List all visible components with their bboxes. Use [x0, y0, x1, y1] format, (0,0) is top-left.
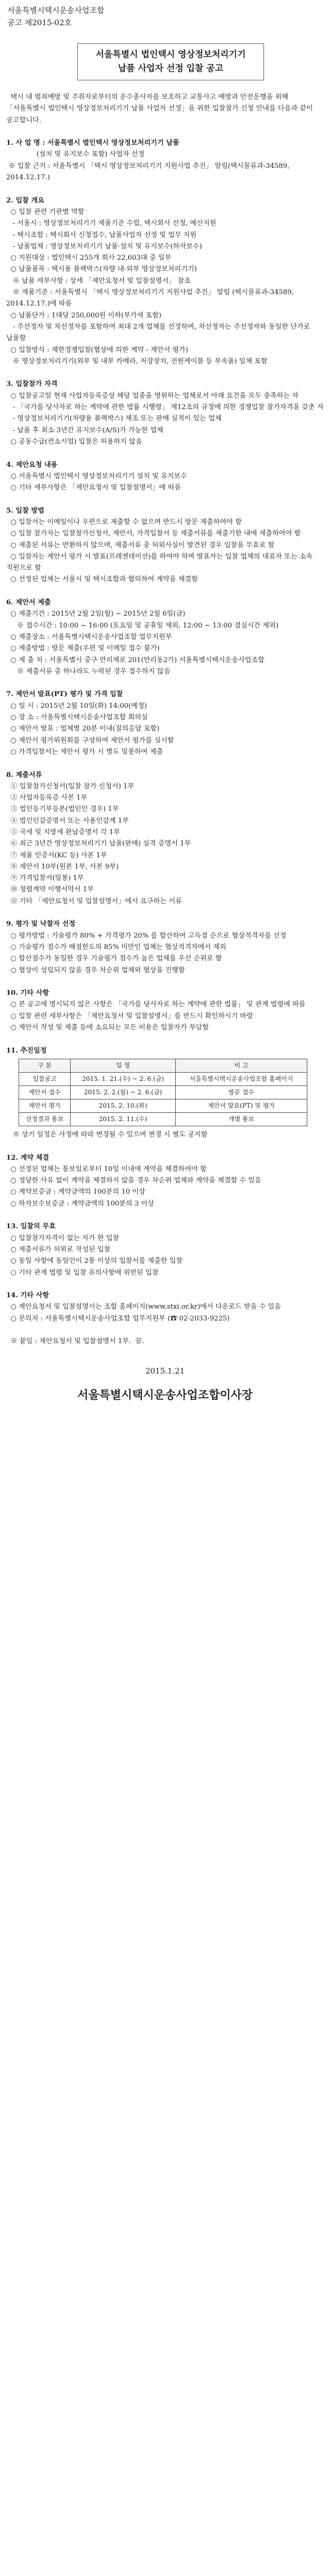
notice-paragraph: ○ 제안서 작성 및 제출 등에 소요되는 모든 비용은 입찰자가 부담함: [6, 1024, 209, 1032]
notice-paragraph: [6, 494, 324, 505]
schedule-row: [19, 1072, 307, 1086]
notice-paragraph: ○ 제안요청서 및 입찰설명서는 조합 홈페이지(www.stxi.or.kr)에서 다운로드 받을 수 있음: [6, 1303, 282, 1311]
notice-paragraph: [6, 183, 324, 195]
schedule-row: [19, 1099, 307, 1112]
schedule-cell: 제안서 발표(PT) 및 평가: [175, 1099, 307, 1112]
section-heading: 10. 기타 사항: [6, 989, 50, 997]
notice-paragraph: ○ 일 시 : 2015년 2월 10일(화) 14:00(예정): [6, 702, 147, 710]
notice-paragraph: - 택시조합 : 택시회사 신청접수, 납품사업자 선정 및 업무 지원: [6, 231, 197, 239]
title-line-1: 서울특별시 법인택시 영상정보처리기기: [95, 49, 246, 60]
notice-paragraph: [6, 907, 324, 919]
notice-paragraph: ○ 제출된 서류는 반환하지 않으며, 제출서류 중 허위사실이 발견된 경우 입찰을 무효로 함: [6, 541, 275, 549]
notice-paragraph: ※ 영상정보처리기기(외부 및 내부 카메라, 저장장치, 전원케이블 등 부속품) 일체 포함: [6, 357, 268, 365]
notice-paragraph: ※ 접수시간 : 10:00 ~ 16:00 (토요일 및 공휴일 제외, 12:00 ~ 13:00 점심시간 제외): [6, 621, 278, 630]
schedule-header: 일 정: [71, 1059, 176, 1072]
notice-paragraph: ○ 협상이 성립되지 않을 경우 차순위 업체와 협상을 진행함: [6, 966, 185, 974]
schedule-cell: 2015. 1. 21.(수) ~ 2. 6.(금): [71, 1072, 176, 1086]
notice-paragraph: [6, 976, 324, 988]
notice-paragraph: ○ 지원대상 : 법인택시 255개 회사 22,603대 중 일부: [6, 254, 172, 262]
notice-paragraph: ○ 문의처 : 서울특별시택시운송사업조합 업무지원부 (☎ 02-2033-9225): [6, 1314, 230, 1323]
notice-paragraph: ⑨ 가격입찰서(밀봉) 1부: [6, 874, 84, 883]
notice-paragraph: [6, 758, 324, 769]
section-heading: 12. 계약 체결: [6, 1154, 50, 1162]
notice-paragraph: ○ 계약보증금 : 계약금액의 100분의 10 이상: [6, 1188, 145, 1196]
schedule-header-row: [19, 1059, 307, 1072]
schedule-row: [19, 1112, 307, 1126]
section-heading: 5. 입찰 방법: [6, 506, 44, 515]
schedule-cell: 서울특별시택시운송사업조합 홈페이지: [175, 1072, 307, 1086]
notice-paragraph: ○ 선정된 업체는 서울시 및 택시조합과 협의하여 계약을 체결함: [6, 575, 198, 584]
schedule-header: 구 분: [19, 1059, 71, 1072]
schedule-cell: 제안서 평가: [19, 1099, 71, 1112]
notice-paragraph: ○ 제출장소 : 서울특별시택시운송사업조합 업무지원부: [6, 633, 172, 641]
notice-paragraph: ○ 제출서류가 허위로 작성된 입찰: [6, 1245, 111, 1253]
section-heading: 13. 입찰의 무효: [6, 1223, 56, 1231]
section-heading: 1. 사 업 명 : 서울특별시 법인택시 영상정보처리기기 납품: [6, 139, 179, 147]
notice-paragraph: [6, 586, 324, 597]
notice-paragraph: ○ 입찰서는 이메일이나 우편으로 제출할 수 없으며 반드시 방문 제출하여야 함: [6, 518, 242, 526]
notice-paragraph: - 「국가를 당사자로 하는 계약에 관한 법률 시행령」 제12조의 규정에 의한 경쟁입찰 참가자격을 갖춘 자: [6, 403, 324, 412]
notice-paragraph: ※ 제출서류 중 하나라도 누락된 경우 접수하지 않음: [6, 667, 171, 675]
section-heading: 9. 평가 및 낙찰자 선정: [6, 920, 76, 928]
notice-paragraph: [6, 1210, 324, 1221]
issuer-signature: 서울특별시택시운송사업조합이사장: [77, 1388, 253, 1402]
notice-paragraph: ○ 납품단가 : 1대당 250,000원 이하(부가세 포함): [6, 311, 162, 319]
notice-paragraph: [6, 1033, 324, 1045]
notice-paragraph: [6, 448, 324, 459]
notice-paragraph: [6, 1141, 324, 1152]
notice-paragraph: ○ 선정된 업체는 통보일로부터 10일 이내에 계약을 체결하여야 함: [6, 1165, 207, 1173]
notice-paragraph: ※ 제품기준 : 서울특별시 「택시 영상정보처리기기 지원사업 추진」 알림 (택시물류과-34589, 2014.12.17.)에 따름: [6, 289, 296, 308]
notice-paragraph: [6, 1279, 324, 1290]
notice-paragraph: ○ 기타 관계 법령 및 입찰 유의사항에 위반된 입찰: [6, 1268, 159, 1277]
schedule-cell: 개별 통보: [175, 1112, 307, 1126]
notice-paragraph: 택시 내 범죄예방 및 주취자로부터의 운수종사자를 보호하고 교통사고 예방과 안전운행을 위해 「서울특별시 법인택시 영상정보처리기기 납품 사업자 선정」을 위한 입찰참가 신청 안내를 다음과 같이 공고합니다.: [6, 93, 315, 124]
schedule-row: [19, 1086, 307, 1099]
notice-paragraph: ○ 평가방법 : 기술평가 80% + 가격평가 20% 를 합산하여 고득점 순으로 협상적격자를 선정: [6, 931, 287, 940]
notice-paragraph: ※ 붙임 : 제안요청서 및 입찰설명서 1부. 끝.: [6, 1337, 144, 1346]
notice-paragraph: ⑧ 제안서 10부(원본 1부, 사본 9부): [6, 862, 119, 871]
notice-paragraph: ○ 입찰방식 : 제한경쟁입찰(협상에 의한 계약 - 제안서 평가): [6, 346, 188, 354]
notice-paragraph: ○ 서울특별시 법인택시 영상정보처리기기 설치 및 유지보수: [6, 472, 187, 480]
notice-paragraph: ○ 기타 세부사항은 「제안요청서 및 입찰설명서」에 따름: [6, 484, 181, 492]
notice-paragraph: ※ 납품 세부사항 : 상세 「제안요청서 및 입찰설명서」 참조: [6, 277, 191, 285]
notice-paragraph: [6, 1325, 324, 1336]
notice-paragraph: ○ 정당한 사유 없이 계약을 체결하지 않을 경우 차순위 업체와 계약을 체결할 수 있음: [6, 1177, 261, 1185]
notice-paragraph: [6, 677, 324, 689]
notice-paragraph: ○ 제안서 평가위원회를 구성하여 제안서 평가를 실시함: [6, 736, 174, 744]
notice-paragraph: ○ 본 공고에 명시되지 않은 사항은 「국가를 당사자로 하는 계약에 관한 법률」 및 관계 법령에 따름: [6, 1001, 306, 1009]
notice-paragraph: - 납품 후 최소 3년간 유지보수(A/S)가 가능한 업체: [6, 426, 163, 434]
notice-paragraph: ○ 제 출 처 : 서울특별시 중구 만리재로 201(만리동2가) 서울특별시택시운송사업조합: [6, 656, 265, 664]
notice-paragraph: [6, 367, 324, 379]
notice-paragraph: ○ 기술평가 점수가 배점한도의 85% 미만인 업체는 협상적격자에서 제외: [6, 943, 226, 951]
notice-paragraph: ⑤ 국세 및 지방세 완납증명서 각 1부: [6, 828, 120, 836]
notice-body: [6, 92, 324, 1401]
notice-paragraph: ⑥ 최근 3년간 영상정보처리기기 납품(판매) 실적 증명서 1부: [6, 840, 191, 848]
notice-date: 2015.1.21: [145, 1366, 185, 1376]
notice-paragraph: ○ 하자보수보증금 : 계약금액의 100분의 3 이상: [6, 1199, 154, 1208]
notice-paragraph: - 영상정보처리기기(차량용 블랙박스) 제조 또는 판매 실적이 있는 업체: [6, 415, 222, 423]
notice-header: [7, 4, 104, 29]
schedule-cell: 방문 접수: [175, 1086, 307, 1099]
section-heading: 2. 입찰 개요: [6, 196, 44, 205]
section-heading: 4. 제안요청 내용: [6, 461, 58, 469]
notice-paragraph: ⑦ 제품 인증서(KC 등) 사본 1부: [6, 851, 107, 859]
notice-paragraph: ○ 제출방법 : 방문 제출(우편 및 이메일 접수 불가): [6, 645, 160, 653]
title-line-2: 납품 사업자 선정 입찰 공고: [118, 63, 224, 74]
notice-paragraph: ○ 장 소 : 서울특별시택시운송사업조합 회의실: [6, 714, 148, 722]
section-heading: 7. 제안서 발표(PT) 평가 및 가격 입찰: [6, 690, 123, 699]
notice-paragraph: ⑩ 청렴계약 이행서약서 1부: [6, 886, 94, 894]
section-heading: 3. 입찰참가 자격: [6, 380, 58, 388]
notice-paragraph: ④ 법인인감증명서 또는 사용인감계 1부: [6, 817, 129, 825]
notice-paragraph: ○ 동일 사항에 동일인이 2통 이상의 입찰서를 제출한 입찰: [6, 1257, 183, 1265]
schedule-cell: 선정결과 통보: [19, 1112, 71, 1126]
section-heading: 14. 기타 사항: [6, 1292, 50, 1300]
notice-paragraph: ○ 입찰 관련 세부사항은 「제안요청서 및 입찰설명서」를 반드시 확인하시기 바람: [6, 1012, 253, 1020]
notice-paragraph: ○ 입찰자는 제안서 평가 시 발표(프레젠테이션)를 하여야 하며 발표자는 입찰 업체의 대표자 또는 소속 직원으로 함: [6, 552, 315, 572]
schedule-cell: 2015. 2. 10.(화): [71, 1099, 176, 1112]
notice-paragraph: ※ 상기 일정은 사정에 따라 변경될 수 있으며 변경 시 별도 공지함: [6, 1130, 208, 1139]
notice-paragraph: ○ 가격입찰서는 제안서 평가 시 별도 밀봉하여 제출: [6, 748, 163, 756]
schedule-cell: 입찰공고: [19, 1072, 71, 1086]
section-heading: 11. 추진일정: [6, 1046, 47, 1055]
notice-paragraph: ⑪ 기타 「제안요청서 및 입찰설명서」에서 요구하는 서류: [6, 897, 182, 905]
notice-paragraph: ○ 입찰 관련 기관별 역할: [6, 208, 85, 216]
notice-paragraph: ○ 제안서 발표 : 업체별 20분 이내(질의응답 포함): [6, 725, 160, 733]
notice-paragraph: ○ 제출기간 : 2015년 2월 2일(월) ~ 2015년 2월 6일(금): [6, 610, 186, 618]
notice-paragraph: (설치 및 유지보수 포함) 사업자 선정: [6, 150, 145, 159]
notice-paragraph: ※ 입찰 근거 : 서울특별시 「택시 영상정보처리기기 지원사업 추진」 알림(택시물류과-34589, 2014.12.17.): [6, 162, 292, 182]
notice-paragraph: ○ 입찰 참가자는 입찰참가신청서, 제안서, 가격입찰서 등 제출서류를 제출기한 내에 제출하여야 함: [6, 530, 301, 538]
schedule-header: 비 고: [175, 1059, 307, 1072]
notice-sections: [6, 92, 324, 1057]
notice-sections-continued: [6, 1129, 324, 1348]
notice-paragraph: - 주선정자 및 차선정자를 포함하여 최대 2개 업체를 선정하며, 차선정자는 주선정자와 동일한 단가로 납품함: [6, 323, 312, 343]
notice-paragraph: ③ 법인등기부등본(법인인 경우) 1부: [6, 805, 119, 814]
notice-paragraph: - 납품업체 : 영상정보처리기기 납품·설치 및 유지보수(하자보수): [6, 242, 202, 250]
schedule-cell: 2015. 2. 2.(월) ~ 2. 6.(금): [71, 1086, 176, 1099]
notice-title: [77, 43, 264, 80]
schedule-table: [19, 1059, 307, 1126]
section-heading: 6. 제안서 제출: [6, 599, 51, 607]
schedule-cell: 제안서 접수: [19, 1086, 71, 1099]
notice-paragraph: - 서울시 : 영상정보처리기기 제품기준 수립, 택시회사 선정, 예산지원: [6, 219, 217, 228]
notice-paragraph: ○ 납품품목 : 택시용 블랙박스(차량 내·외부 영상정보처리기기): [6, 265, 197, 274]
notice-paragraph: ○ 입찰공고일 현재 사업자등록증상 해당 업종을 영위하는 업체로서 아래 요건을 모두 충족하는 자: [6, 392, 299, 400]
notice-paragraph: ○ 합산점수가 동일한 경우 기술평가 점수가 높은 업체를 우선 순위로 함: [6, 955, 222, 963]
notice-paragraph: ○ 입찰참가자격이 없는 자가 한 입찰: [6, 1234, 120, 1242]
notice-paragraph: ② 사업자등록증 사본 1부: [6, 794, 88, 802]
section-heading: 8. 제출서류: [6, 771, 42, 779]
notice-paragraph: ○ 공동수급(컨소시엄) 입찰은 허용하지 않음: [6, 437, 142, 446]
header-org: 서울특별시택시운송사업조합: [7, 6, 105, 15]
notice-paragraph: ① 입찰참가신청서(입찰 참가 신청서) 1부: [6, 782, 135, 790]
schedule-cell: 2015. 2. 11.(수): [71, 1112, 176, 1126]
notice-paragraph: [6, 126, 324, 138]
notice-number: 공고 제2015-02호: [7, 18, 72, 27]
